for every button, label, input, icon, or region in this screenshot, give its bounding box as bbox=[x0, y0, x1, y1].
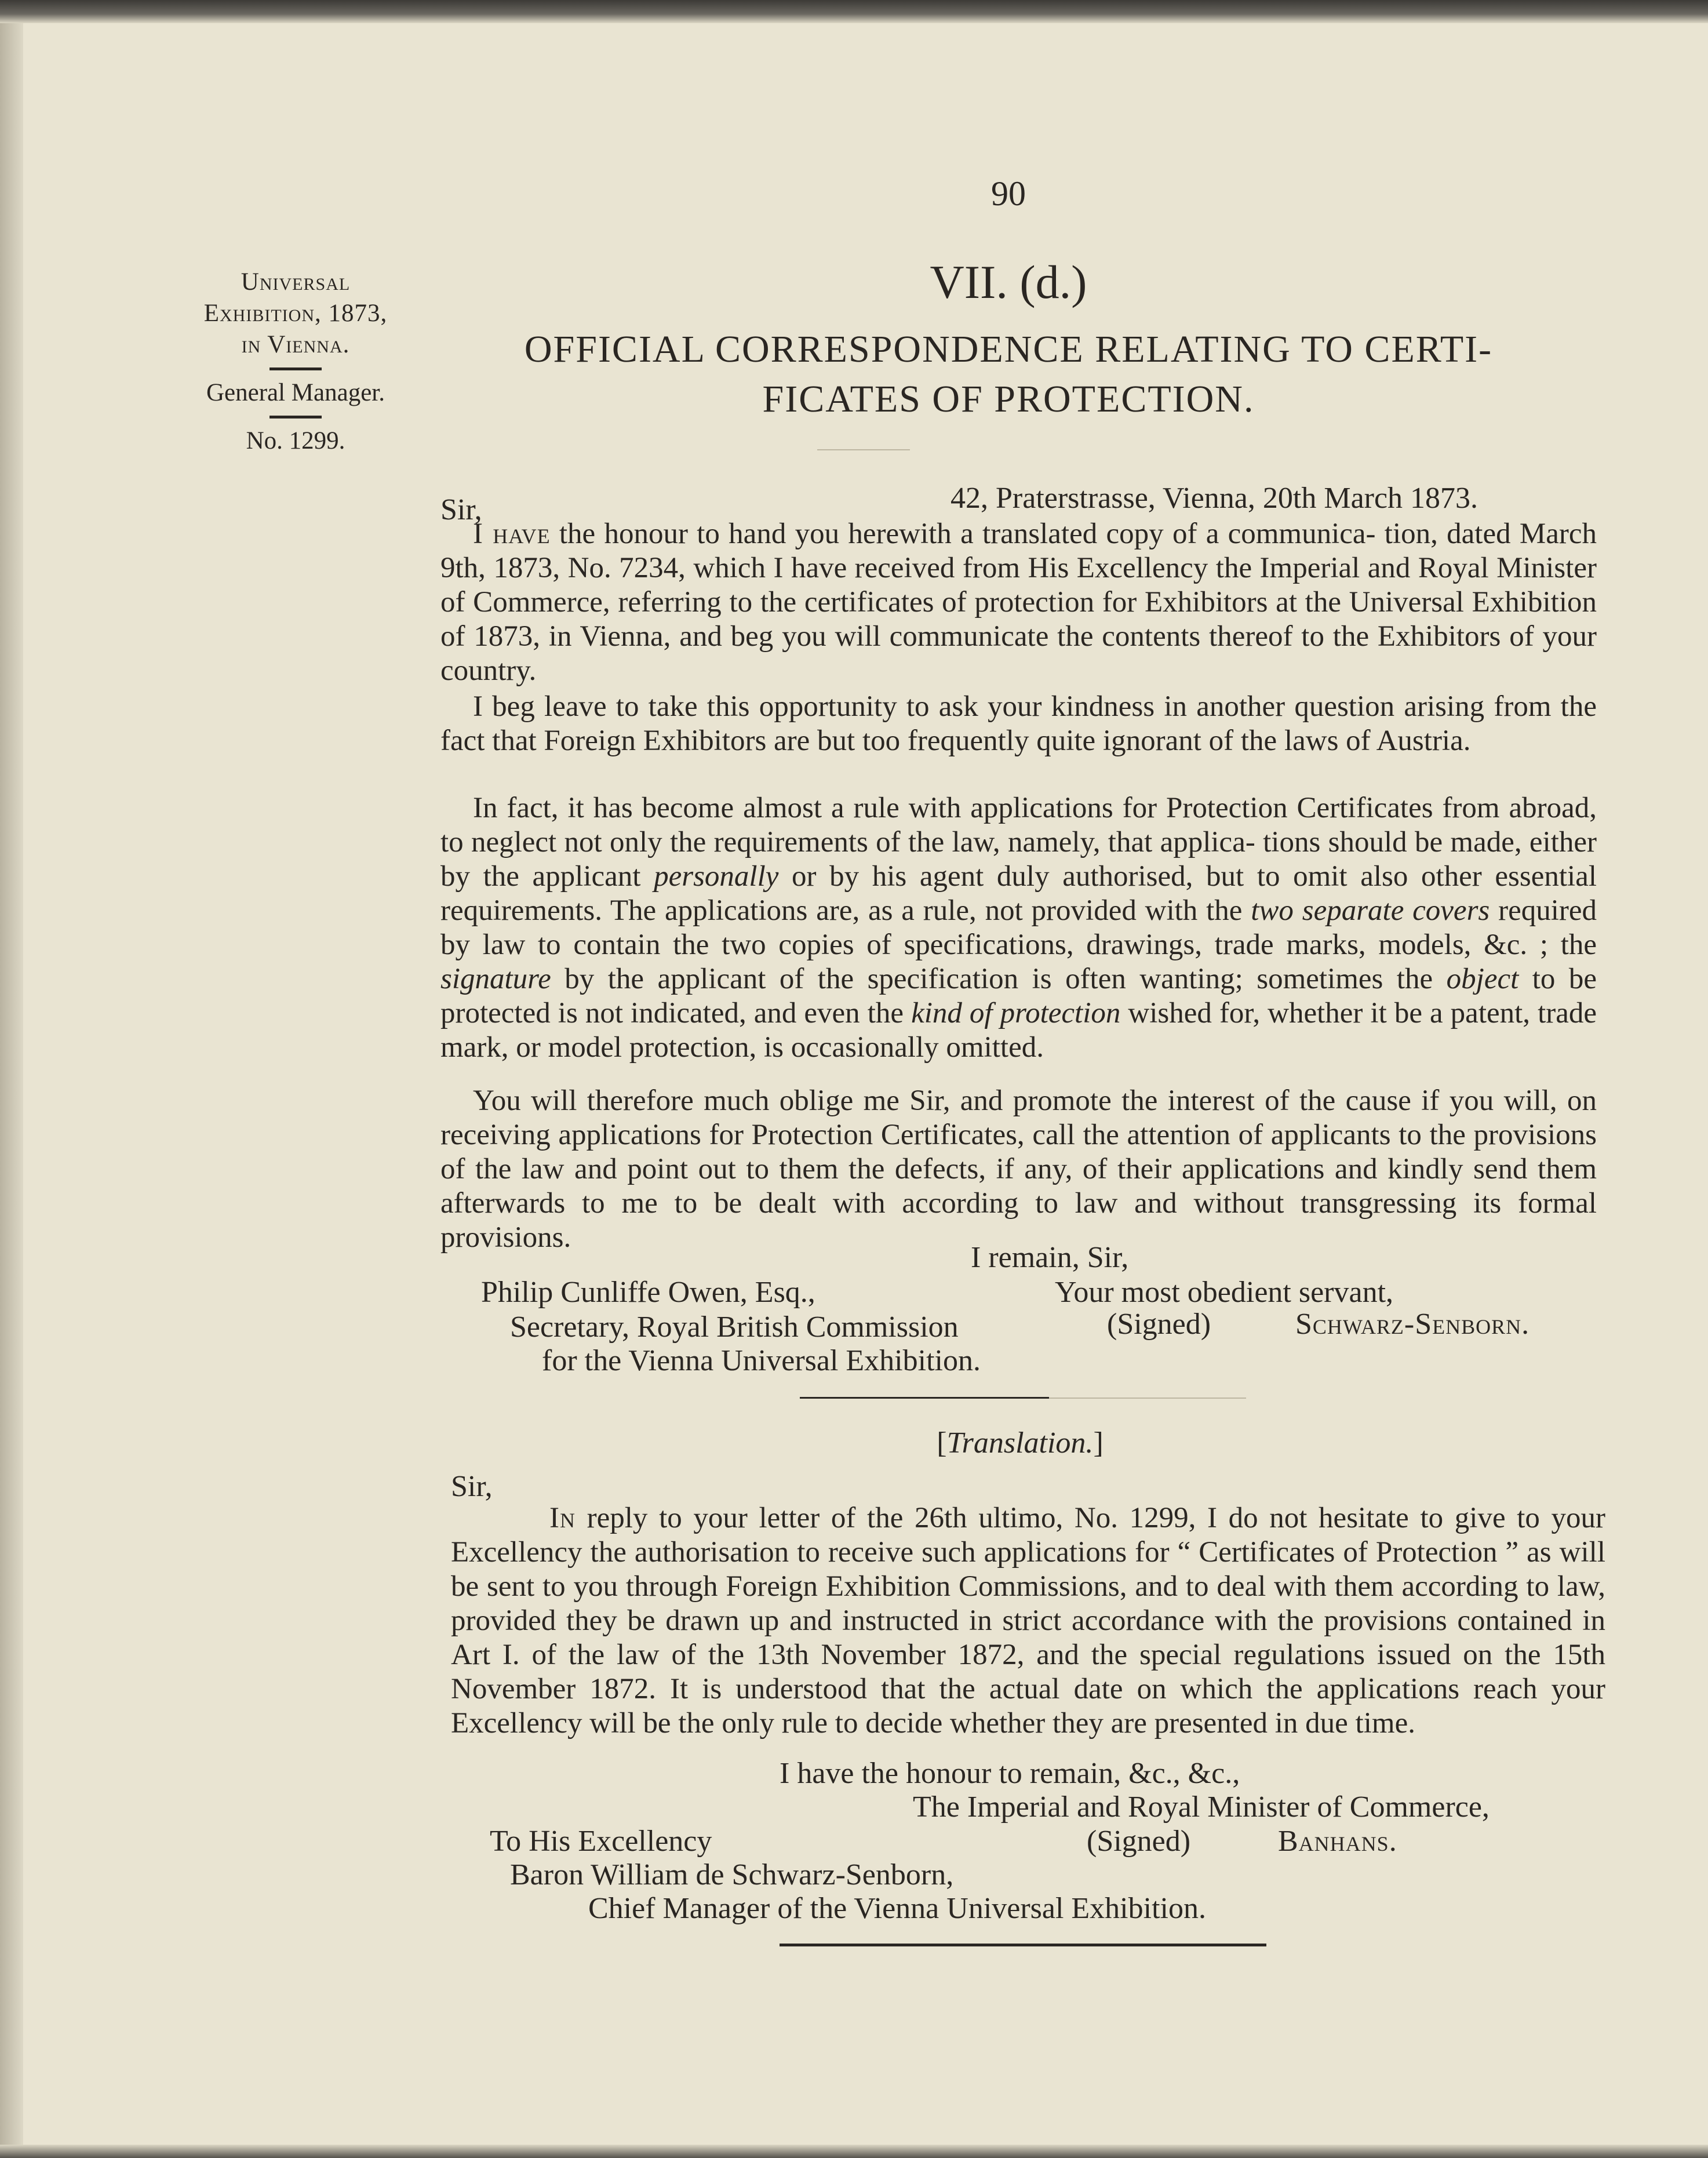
margin-rule bbox=[270, 367, 322, 370]
page-title bbox=[440, 325, 1576, 424]
margin-note-role: General Manager. bbox=[206, 379, 385, 406]
letter2-signer: Banhans. bbox=[1278, 1825, 1397, 1858]
letter2-paragraph-1 bbox=[451, 1501, 1605, 1741]
section-label: VII. (d.) bbox=[930, 256, 1087, 308]
margin-note-number: No. 1299. bbox=[246, 427, 345, 454]
letter1-salutation: Sir, bbox=[440, 493, 482, 526]
heading-divider bbox=[817, 449, 910, 450]
p3-emphasis-signature: signature bbox=[440, 963, 551, 995]
title-line-2: FICATES OF PROTECTION. bbox=[762, 378, 1255, 420]
letter1-closing: I remain, Sir, bbox=[971, 1241, 1129, 1274]
letter1-paragraph-1 bbox=[440, 517, 1597, 688]
p3-text-a: In fact, it has become almost a rule with applications for Protection Certificates from abroad, to neglect not only the requirements of the law, namely, that applica- tions should be made, either by the applicant bbox=[440, 792, 1597, 893]
translation-label: [Translation.] bbox=[937, 1426, 1104, 1460]
letter1-lead-words: I have bbox=[473, 518, 551, 550]
letter1-address-date: 42, Praterstrasse, Vienna, 20th March 1873. bbox=[950, 482, 1478, 515]
letter1-addressee-org: for the Vienna Universal Exhibition. bbox=[542, 1344, 981, 1377]
letter1-paragraph-4: You will therefore much oblige me Sir, and promote the interest of the cause if you will, on receiving applications for Protection Certificates, call the attention of applicants to the provisions of the law and point out to them the defects, if any, of their applications and kindly send them afterwards to me to be dealt with according to law and without transgressing its formal provisions. bbox=[440, 1085, 1597, 1254]
letter2-salutation: Sir, bbox=[451, 1470, 493, 1503]
margin-note-line-2: Exhibition, 1873, bbox=[203, 300, 388, 327]
title-line-1: OFFICIAL CORRESPONDENCE RELATING TO CERTI- bbox=[524, 328, 1493, 370]
end-rule bbox=[780, 1944, 1266, 1946]
letter2-addressee-name: Baron William de Schwarz-Senborn, bbox=[510, 1858, 954, 1891]
letter1-paragraph-3 bbox=[440, 791, 1597, 1065]
translation-text: Translation. bbox=[946, 1426, 1094, 1460]
scan-left-edge bbox=[0, 23, 23, 2158]
letter1-sign-off: Your most obedient servant, bbox=[1055, 1276, 1394, 1309]
p3-emphasis-personally: personally bbox=[654, 860, 779, 893]
p3-text-d: by the applicant of the specification is often wanting; sometimes the bbox=[565, 963, 1433, 995]
letter2-addressee-title: To His Excellency bbox=[490, 1825, 712, 1858]
scan-bottom-edge bbox=[0, 2145, 1708, 2158]
letter1-addressee-name: Philip Cunliffe Owen, Esq., bbox=[481, 1276, 815, 1309]
letter-divider bbox=[800, 1397, 1049, 1399]
page-number: 90 bbox=[991, 174, 1026, 213]
margin-rule bbox=[270, 416, 322, 419]
p3-text-b: or by his agent duly authorised, but to omit also other essential requirements. The applications are, as a rule, not provided with the bbox=[440, 860, 1597, 927]
p3-text-c: required by law to contain the two copies of specifications, drawings, trade marks, models, &c. ; the bbox=[440, 894, 1597, 961]
margin-note-line-3: in Vienna. bbox=[241, 331, 350, 358]
letter2-sign-off: The Imperial and Royal Minister of Commerce, bbox=[913, 1791, 1490, 1824]
margin-note-line-1: Universal bbox=[241, 268, 351, 296]
p3-text-e: to be protected is not indicated, and even the bbox=[440, 963, 1597, 1029]
p3-emphasis-object: object bbox=[1446, 963, 1519, 995]
letter1-p1-text: the honour to hand you herewith a translated copy of a communica- tion, dated March 9th, 1873, No. 7234, which I have received from His Excellency the Imperial and Royal Minister of Commerce, referring to the certificates of protection for Exhibitors at the Universal Exhibition of 1873, in Vienna, and beg you will communicate the contents thereof to the Exhibitors of your country. bbox=[440, 518, 1597, 687]
letter1-signer: Schwarz-Senborn. bbox=[1295, 1308, 1530, 1341]
letter2-p1-text: reply to your letter of the 26th ultimo, No. 1299, I do not hesitate to give to your Excellency the authorisation to receive such applications for “ Certificates of Protection ” as will be sent to you through Foreign Exhibition Commissions, and to deal with them according to law, provided they be drawn up and instructed in strict accordance with the provisions contained in Art I. of the law of the 13th November 1872, and the special regulations issued on the 15th November 1872. It is understood that the actual date on which the applications reach your Excellency will be the only rule to decide whether they are presented in due time. bbox=[451, 1502, 1606, 1739]
p3-emphasis-covers: two separate covers bbox=[1251, 894, 1490, 927]
margin-note bbox=[168, 267, 423, 457]
letter2-signed: (Signed) bbox=[1087, 1825, 1191, 1858]
p3-text-f: wished for, whether it be a patent, trade mark, or model protection, is occasionally omitted. bbox=[440, 997, 1597, 1064]
letter2-closing: I have the honour to remain, &c., &c., bbox=[780, 1757, 1240, 1790]
letter1-paragraph-2: I beg leave to take this opportunity to ask your kindness in another question arising from the fact that Foreign Exhibitors are but too frequently quite ignorant of the laws of Austria. bbox=[440, 690, 1597, 757]
p3-emphasis-kind: kind of protection bbox=[911, 997, 1121, 1029]
letter2-lead-word: In bbox=[549, 1502, 576, 1534]
letter1-signed: (Signed) bbox=[1107, 1308, 1211, 1341]
letter1-addressee-title: Secretary, Royal British Commission bbox=[510, 1311, 959, 1344]
scan-top-edge bbox=[0, 0, 1708, 23]
letter-divider-faint bbox=[1049, 1398, 1246, 1399]
letter2-addressee-org: Chief Manager of the Vienna Universal Exhibition. bbox=[588, 1892, 1206, 1925]
